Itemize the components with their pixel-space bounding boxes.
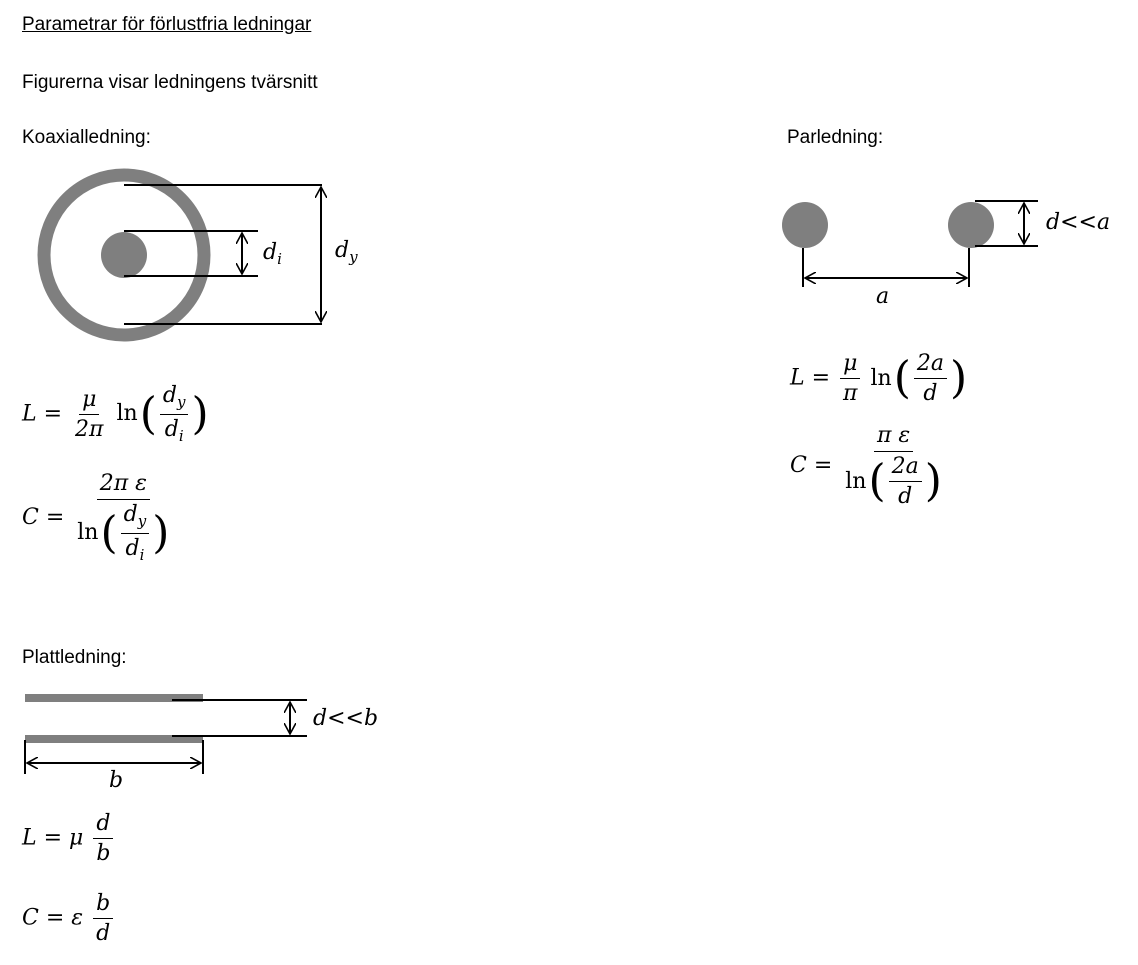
plate-inductance-formula: L = μ $\frac{d}{b}$ — [22, 812, 116, 865]
plate-figure — [25, 694, 307, 774]
coax-inductance-formula: L = $\frac{\mu}{2\pi}$ ln( $\frac{d_y}{d_i}$ ) — [22, 383, 209, 445]
pair-inductance-formula: L = $\frac{\mu}{\pi}$ ln( $\frac{2a}{d}$ ) — [790, 351, 968, 407]
plate-gap-label: d<<b — [313, 706, 379, 731]
intro-text: Figurerna visar ledningens tvärsnitt — [22, 72, 318, 93]
coax-inner-conductor — [101, 232, 147, 278]
pair-conductor-right — [948, 202, 994, 248]
plate-width-label: b — [109, 768, 124, 793]
pair-diameter-label: d<<a — [1046, 210, 1111, 235]
plate-title: Plattledning: — [22, 647, 127, 668]
page-title: Parametrar för förlustfria ledningar — [22, 14, 312, 35]
plate-capacitance-formula: C = ε $\frac{b}{d}$ — [22, 892, 116, 945]
coax-capacitance-formula: C = 2π ε ln( $\frac{d_y}{d_i}$ ) — [22, 471, 170, 564]
coax-title: Koaxialledning: — [22, 127, 151, 148]
pair-capacitance-formula: C = π ε ln( $\frac{2a}{d}$ ) — [790, 423, 942, 510]
coax-outer-label: $d_y$ — [335, 238, 358, 266]
pair-conductor-left — [782, 202, 828, 248]
pair-title: Parledning: — [787, 127, 884, 148]
pair-separation-label: a — [876, 284, 890, 309]
coax-inner-label: $d_i$ — [263, 240, 282, 268]
pair-figure — [782, 201, 1038, 287]
